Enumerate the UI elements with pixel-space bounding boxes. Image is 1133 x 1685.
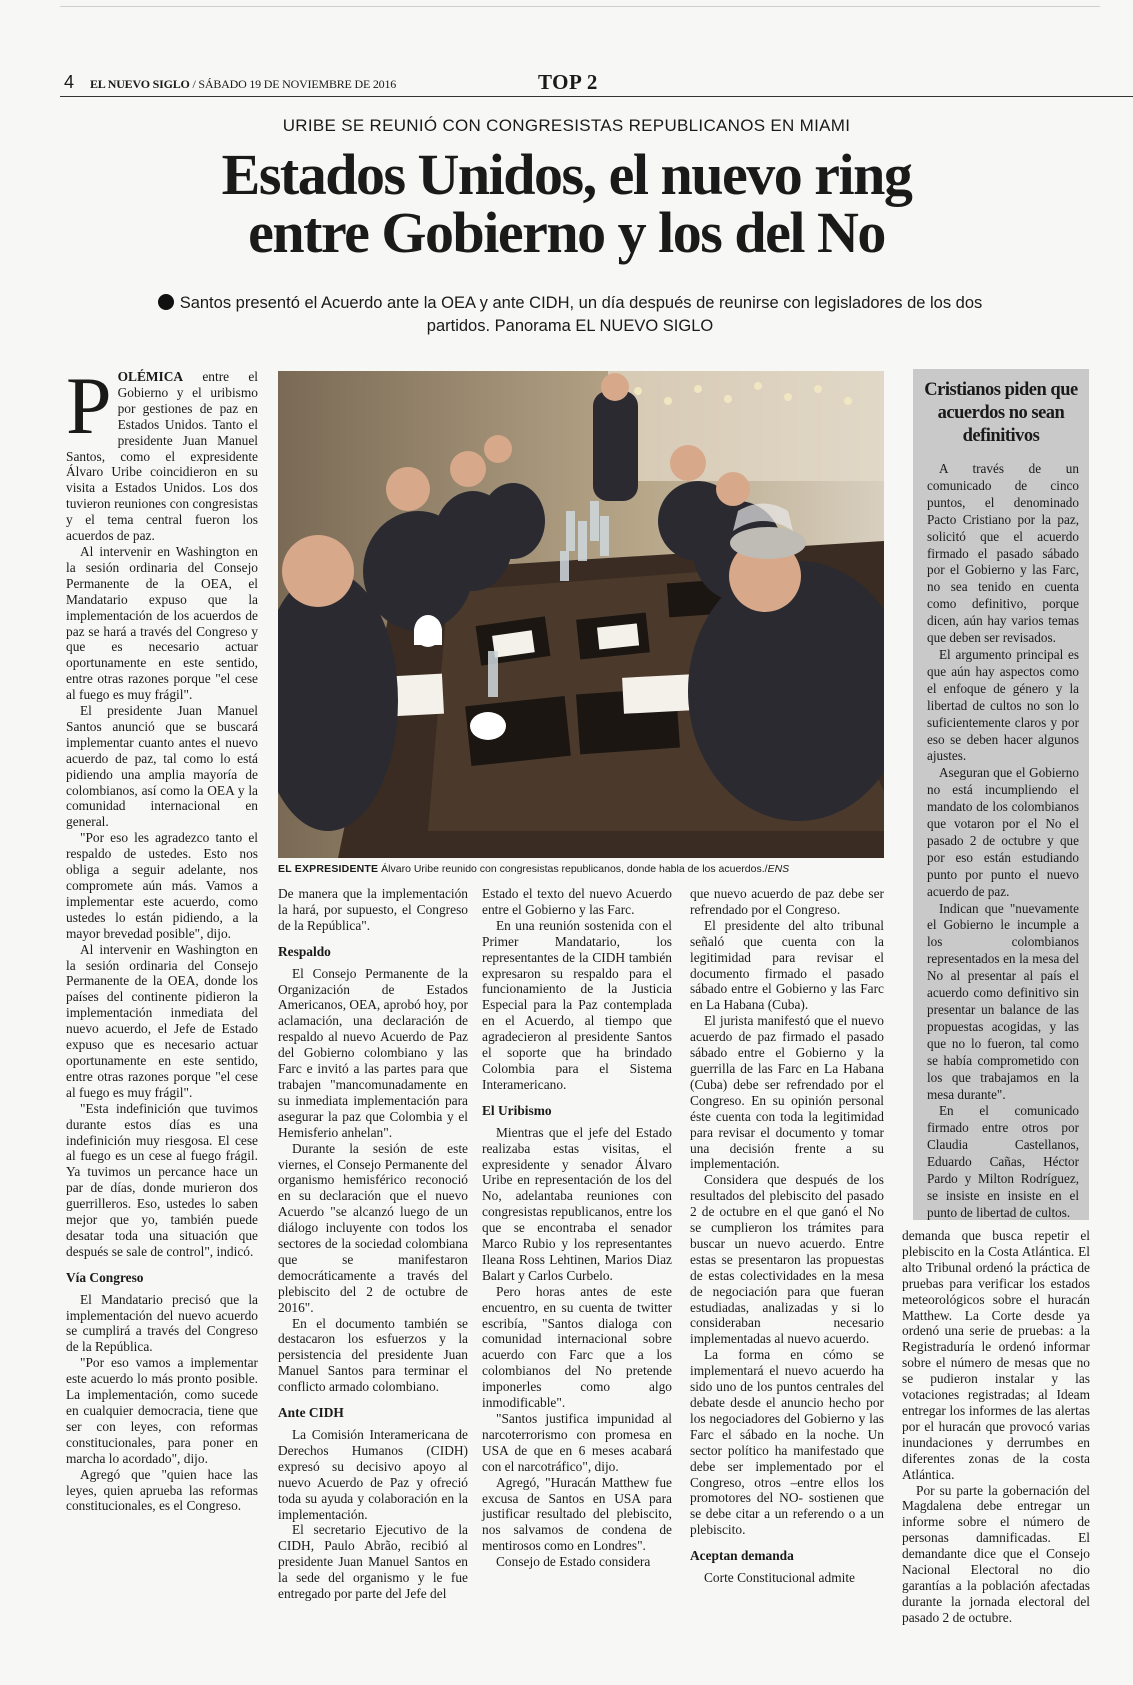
paragraph: A través de un comunicado de cinco puntos, el denominado Pacto Cristiano por la paz, solicitó que el acuerdo firmado el pasado sábado por el Gobierno y las Farc, no sea tenido en cuenta como definitivo, porque dicen, aún hay varios temas que deben ser revisados.	[927, 461, 1079, 646]
paragraph: "Esta indefinición que tuvimos durante estos días es una indefinición muy riesgosa. El cese al fuego es un cese al fuego frágil. Ya tuvimos un percance hace un par de días, donde murieron dos guerrilleros. Eso, ustedes lo saben mejor que yo, también puede desatar toda una situación que después se sale de control", indicó.	[66, 1100, 258, 1259]
sidebar-body	[927, 461, 1079, 1222]
paragraph: Corte Constitucional admite	[704, 1570, 855, 1586]
lead-word: OLÉMICA	[117, 369, 184, 384]
paragraph: "Por eso les agradezco tanto el respaldo de ustedes. Esto nos obliga a seguir adelante, nos compromete aún más. Vamos a implementar este acuerdo, como ustedes lo están pidiendo, a la mayor brevedad posible", dijo.	[66, 830, 258, 941]
article-photo	[278, 371, 884, 858]
top-rule	[60, 6, 1100, 7]
paragraph: Indican que "nuevamente el Gobierno le incumple a los colombianos representados en la mesa del No al presentar al país el acuerdo como definitivo sin presentar un balance de las propuestas acogidas, y las que no lo fueron, tal como se había comprometido con los que trabajamos en la mesa durante".	[927, 900, 1079, 1102]
paragraph: que nuevo acuerdo de paz debe ser refrendado por el Congreso.	[690, 886, 884, 917]
paragraph: En una reunión sostenida con el Primer Mandatario, los representantes de la CIDH también expresaron su respaldo para el funcionamiento de la Justicia Especial para la Paz contemplada en el Acuerdo, al tiempo que agradecieron al presidente Santos el soporte que ha brindado Colombia para el Sistema Interamericano.	[482, 917, 672, 1092]
page-number: 4	[64, 72, 75, 92]
subheading: Ante CIDH	[278, 1405, 344, 1421]
paragraph: Por su parte la gobernación del Magdalena debe entregar un informe sobre el número de personas damnificadas. El demandante dice que el Consejo Nacional Electoral no dio garantías a la población afectadas durante la jornada electoral del pasado 2 de octubre.	[902, 1482, 1090, 1625]
column-2	[278, 886, 468, 1602]
paragraph: El presidente Juan Manuel Santos anunció que se buscará implementar cuanto antes el nuevo acuerdo de paz, tal como lo está pidiendo una amplia mayoría de colombianos, así como la OEA y la comunidad internacional en general.	[66, 703, 258, 830]
paragraph: Consejo de Estado considera	[496, 1554, 651, 1570]
paragraph: Al intervenir en Washington en la sesión ordinaria del Consejo Permanente de la OEA, donde los países del continente pidieron la implementación inmediata del nuevo acuerdo, el Jefe de Estado expuso que es necesario actuar oportunamente en este sentido, entre otras razones porque "el cese al fuego es muy frágil".	[66, 941, 258, 1100]
article-deck	[150, 292, 990, 338]
bullet-icon	[158, 294, 174, 310]
paragraph: El Consejo Permanente de la Organización de Estados Americanos, OEA, aprobó hoy, por aclamación, una declaración de respaldo al nuevo Acuerdo de Paz del Gobierno colombiano y las Farc e invitó a las partes para que trabajen "mancomunadamente en su inmediata implementación para asegurar la paz que Colombia y el Hemisferio anhelan".	[278, 965, 468, 1140]
paragraph: Mientras que el jefe del Estado realizaba estas visitas, el expresidente y senador Álvaro Uribe en representación de los del No, adelantaba reuniones con congresistas republicanos, entre los que se encontraba el senador Marco Rubio y los representantes Ileana Ross Lehtinen, Marios Diaz Balart y Carlos Curbelo.	[482, 1124, 672, 1283]
publication-name: EL NUEVO SIGLO	[90, 77, 190, 91]
paragraph: "Por eso vamos a implementar este acuerdo lo más pronto posible. La implementación, como sucede en cualquier democracia, tiene que ser con leyes, con reformas constitucionales, para poner en marcha lo acordado", dijo.	[66, 1355, 258, 1466]
paragraph: Considera que después de los resultados del plebiscito del pasado 2 de octubre en el que ganó el No se cumplieron los trámites para buscar un nuevo acuerdo. Entre estas se presentaron las propuestas de estas colectividades en la mesa de negociación para que fueran estudiadas, analizadas y si lo consideraban necesario implementadas al nuevo acuerdo.	[690, 1172, 884, 1347]
publication-date: / SÁBADO 19 DE NOVIEMBRE DE 2016	[192, 77, 397, 91]
headline-line-2: entre Gobierno y los del No	[248, 200, 885, 265]
paragraph: Al intervenir en Washington en la sesión ordinaria del Consejo Permanente de la OEA, el Mandatario expuso que la implementación de los acuerdos de paz se hará a través del Congreso y que es necesario actuar oportunamente en este sentido, entre otras razones porque "el cese al fuego es muy frágil".	[66, 543, 258, 703]
paragraph: El secretario Ejecutivo de la CIDH, Paulo Abrão, recibió al presidente Juan Manuel Santos en la sede del organismo y le fue entregado por parte del Jefe del	[278, 1522, 468, 1602]
paragraph: demanda que busca repetir el plebiscito en la Costa Atlántica. El alto Tribunal ordenó la práctica de pruebas para verificar los estados meteorológicos sobre el huracán Matthew. La Corte desde ya ordenó una serie de pruebas: a la Registraduría le ordenó informar sobre el número de mesas que no se pudieron instalar y las votaciones registradas; al Ideam entregar los informes de las alertas por el huracán que provocó varias inundaciones y derrumbes en diferentes zonas de la costa Atlántica.	[902, 1228, 1090, 1482]
subheading: Vía Congreso	[66, 1269, 144, 1285]
paragraph: Estado el texto del nuevo Acuerdo entre el Gobierno y las Farc.	[482, 886, 672, 917]
section-name: TOP 2	[538, 70, 598, 94]
column-3	[482, 886, 672, 1570]
caption-credit: ENS	[767, 863, 790, 875]
article-headline	[0, 142, 1133, 265]
column-5	[902, 1228, 1090, 1626]
paragraph: En el documento también se destacaron los esfuerzos y la persistencia del presidente Juan Manuel Santos para terminar el conflicto armado colombiano.	[278, 1315, 468, 1395]
lead-paragraph	[66, 360, 258, 544]
subheading: El Uribismo	[482, 1102, 552, 1118]
caption-lead: EL EXPRESIDENTE	[278, 863, 379, 875]
subheading: Respaldo	[278, 943, 331, 959]
sidebar-title: Cristianos piden que acuerdos no sean definitivos	[924, 380, 1078, 446]
paragraph: Pero horas antes de este encuentro, en su cuenta de twitter escribía, "Santos dialoga con comunidad internacional sobre acuerdo con Farc que a los colombianos del No pretende imponerles como algo inmodificable".	[482, 1283, 672, 1411]
photo-caption	[278, 863, 888, 875]
publication-line	[90, 77, 396, 92]
column-1	[66, 360, 258, 1514]
paragraph: Durante la sesión de este viernes, el Consejo Permanente del organismo hemisférico reconoció en su declaración que el nuevo Acuerdo "se alcanzó luego de un diálogo incluyente con todos los sectores de la sociedad colombiana que se manifestaron democráticamente a través del plebiscito del 2 de octubre de 2016".	[278, 1140, 468, 1315]
paragraph: "Santos justifica impunidad al narcoterrorismo con promesa en USA de que en 6 meses acabará con el narcotráfico", dijo.	[482, 1411, 672, 1474]
sidebar-box	[913, 369, 1089, 1220]
caption-text: Álvaro Uribe reunido con congresistas republicanos, donde habla de los acuerdos./	[378, 863, 768, 875]
paragraph: Agregó, "Huracán Matthew fue excusa de Santos en USA para justificar resultado del plebiscito, nos salvamos de condena de mentirosos como en Londres".	[482, 1474, 672, 1554]
subheading: Aceptan demanda	[690, 1548, 794, 1564]
paragraph: De manera que la implementación la hará, por supuesto, el Congreso de la República".	[278, 886, 468, 933]
paragraph: Agregó que "quien hace las leyes, quien aprueba las reformas constitucionales, es el Congreso.	[66, 1466, 258, 1514]
header-rule	[60, 96, 1133, 97]
paragraph: El presidente del alto tribunal señaló que cuenta con la legitimidad para revisar el documento firmado el pasado sábado entre el Gobierno y las Farc en La Habana (Cuba).	[690, 917, 884, 1013]
article-kicker: URIBE SE REUNIÓ CON CONGRESISTAS REPUBLICANOS EN MIAMI	[282, 116, 851, 135]
paragraph: El argumento principal es que aún hay aspectos como el enfoque de género y la libertad de cultos no son lo suficientemente claros y por eso se deben hacer algunos ajustes.	[927, 646, 1079, 764]
paragraph: El jurista manifestó que el nuevo acuerdo de paz firmado el pasado sábado entre el Gobierno y la guerrilla de las Farc en La Habana (Cuba) debe ser refrendado por el Congreso. En su opinión personal éste cuenta con toda la legitimidad para revisar el documento y tomar una decisión frente a su implementación.	[690, 1013, 884, 1172]
column-4	[690, 886, 884, 1586]
paragraph: Aseguran que el Gobierno no está incumpliendo el mandato de los colombianos que votaron por el No el pasado 2 de octubre y que por eso están estudiando punto por punto el nuevo acuerdo de paz.	[927, 765, 1079, 899]
page-header	[60, 70, 1133, 96]
deck-text: Santos presentó el Acuerdo ante la OEA y ante CIDH, un día después de reunirse con legisladores de los dos partidos. Panorama EL NUEVO SIGLO	[179, 294, 983, 335]
paragraph: La Comisión Interamericana de Derechos Humanos (CIDH) expresó su decisivo apoyo al nuevo Acuerdo de Paz y ofreció toda su ayuda y colaboración en la implementación.	[278, 1427, 468, 1522]
paragraph: entre el Gobierno y el uribismo por gestiones de paz en Estados Unidos. Tanto el presidente Juan Manuel Santos, como el expresidente Álvaro Uribe coincidieron en su visita a Estados Unidos. Los dos tuvieron reuniones con congresistas y el tema central fueron los acuerdos de paz.	[66, 369, 258, 544]
meeting-photo-illustration	[278, 371, 884, 858]
headline-line-1: Estados Unidos, el nuevo ring	[221, 142, 912, 207]
paragraph: En el comunicado firmado entre otros por Claudia Castellanos, Eduardo Cañas, Héctor Pardo y Milton Rodríguez, se insiste en insiste en el punto de libertad de cultos.	[927, 1103, 1079, 1220]
paragraph: El Mandatario precisó que la implementación del nuevo acuerdo se cumplirá a través del Congreso de la República.	[66, 1291, 258, 1355]
drop-cap: P	[66, 360, 112, 451]
paragraph: La forma en cómo se implementará el nuevo acuerdo ha sido uno de los puntos centrales del debate desde el anuncio hecho por los negociadores del Gobierno y las Farc el sábado en la noche. Un sector político ha manifestado que debe ser implementado por el Congreso, otros –entre ellos los promotores del NO- sostienen que se debe citar a un referendo o a un plebiscito.	[690, 1347, 884, 1538]
